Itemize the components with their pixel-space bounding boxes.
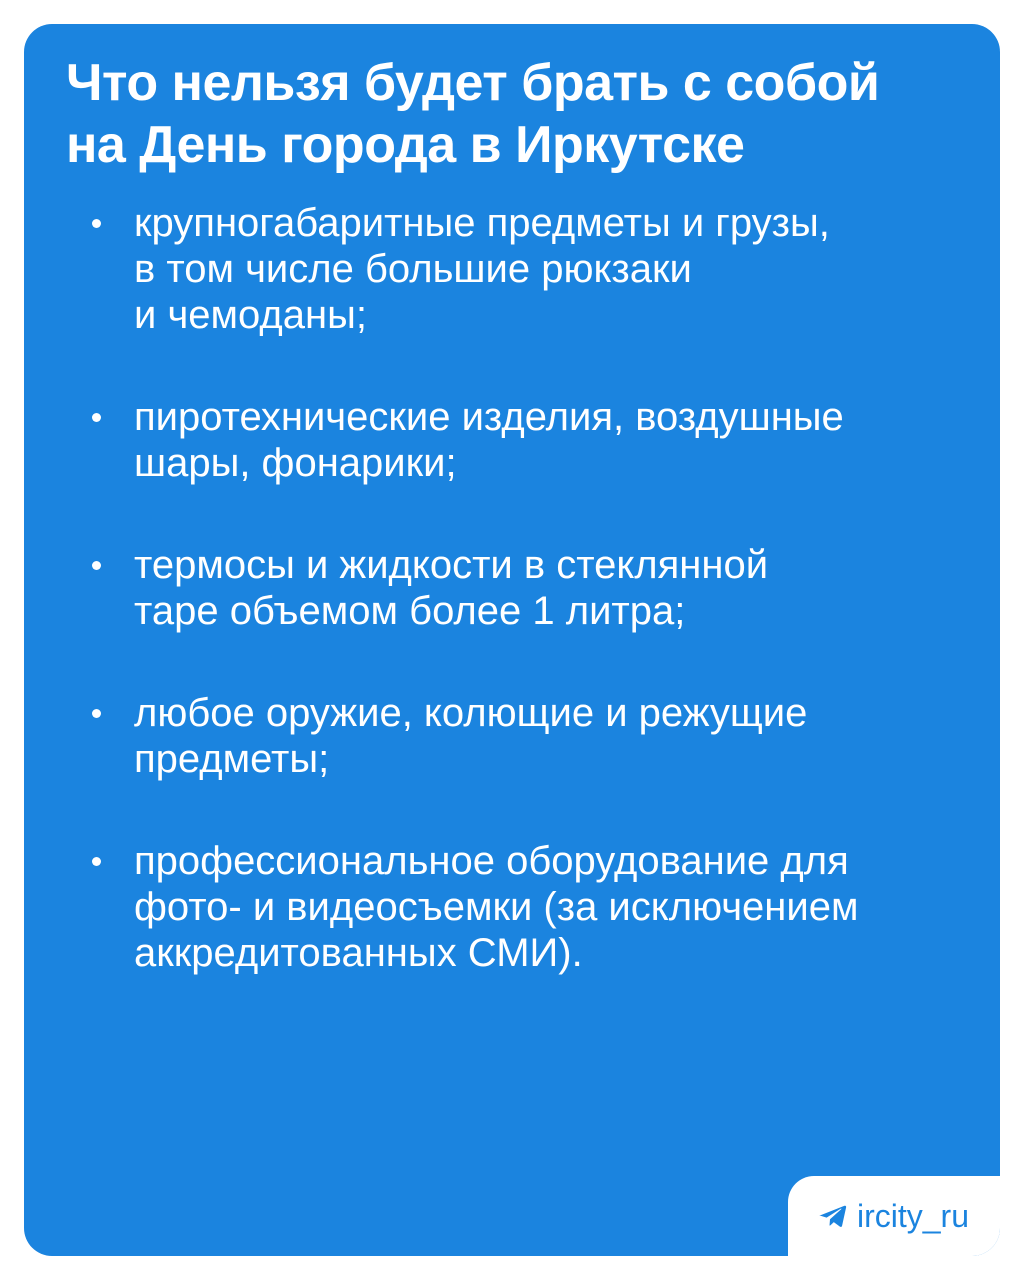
bullet-icon	[92, 561, 101, 570]
list-item-text: термосы и жидкости в стеклянной	[134, 543, 769, 587]
bullet-icon	[92, 857, 101, 866]
list-item-text: любое оружие, колющие и режущие	[134, 691, 808, 735]
list-item	[24, 394, 1000, 486]
list-item-text: аккредитованных СМИ).	[134, 931, 583, 975]
bullet-icon	[92, 219, 101, 228]
list-item	[24, 542, 1000, 634]
telegram-icon	[819, 1204, 847, 1228]
list-item	[24, 690, 1000, 782]
info-card	[24, 24, 1000, 1256]
list-item-text: в том числе большие рюкзаки	[134, 247, 692, 291]
list-item	[24, 200, 1000, 338]
prohibited-items-list	[24, 200, 1000, 1032]
bullet-icon	[92, 709, 101, 718]
list-item-text: фото- и видеосъемки (за исключением	[134, 885, 859, 929]
list-item-text: крупногабаритные предметы и грузы,	[134, 201, 830, 245]
bullet-icon	[92, 413, 101, 422]
channel-badge[interactable]	[788, 1176, 1000, 1256]
channel-handle: ircity_ru	[856, 1198, 969, 1234]
list-item-text: шары, фонарики;	[134, 441, 457, 485]
list-item-text: и чемоданы;	[134, 293, 367, 337]
title-line: на День города в Иркутске	[66, 116, 745, 174]
list-item-text: таре объемом более 1 литра;	[134, 589, 686, 633]
list-item-text: профессиональное оборудование для	[134, 839, 849, 883]
card-title	[66, 52, 966, 176]
list-item-text: предметы;	[134, 737, 330, 781]
list-item-text: пиротехнические изделия, воздушные	[134, 395, 844, 439]
title-line: Что нельзя будет брать с собой	[66, 54, 880, 112]
list-item	[24, 838, 1000, 976]
